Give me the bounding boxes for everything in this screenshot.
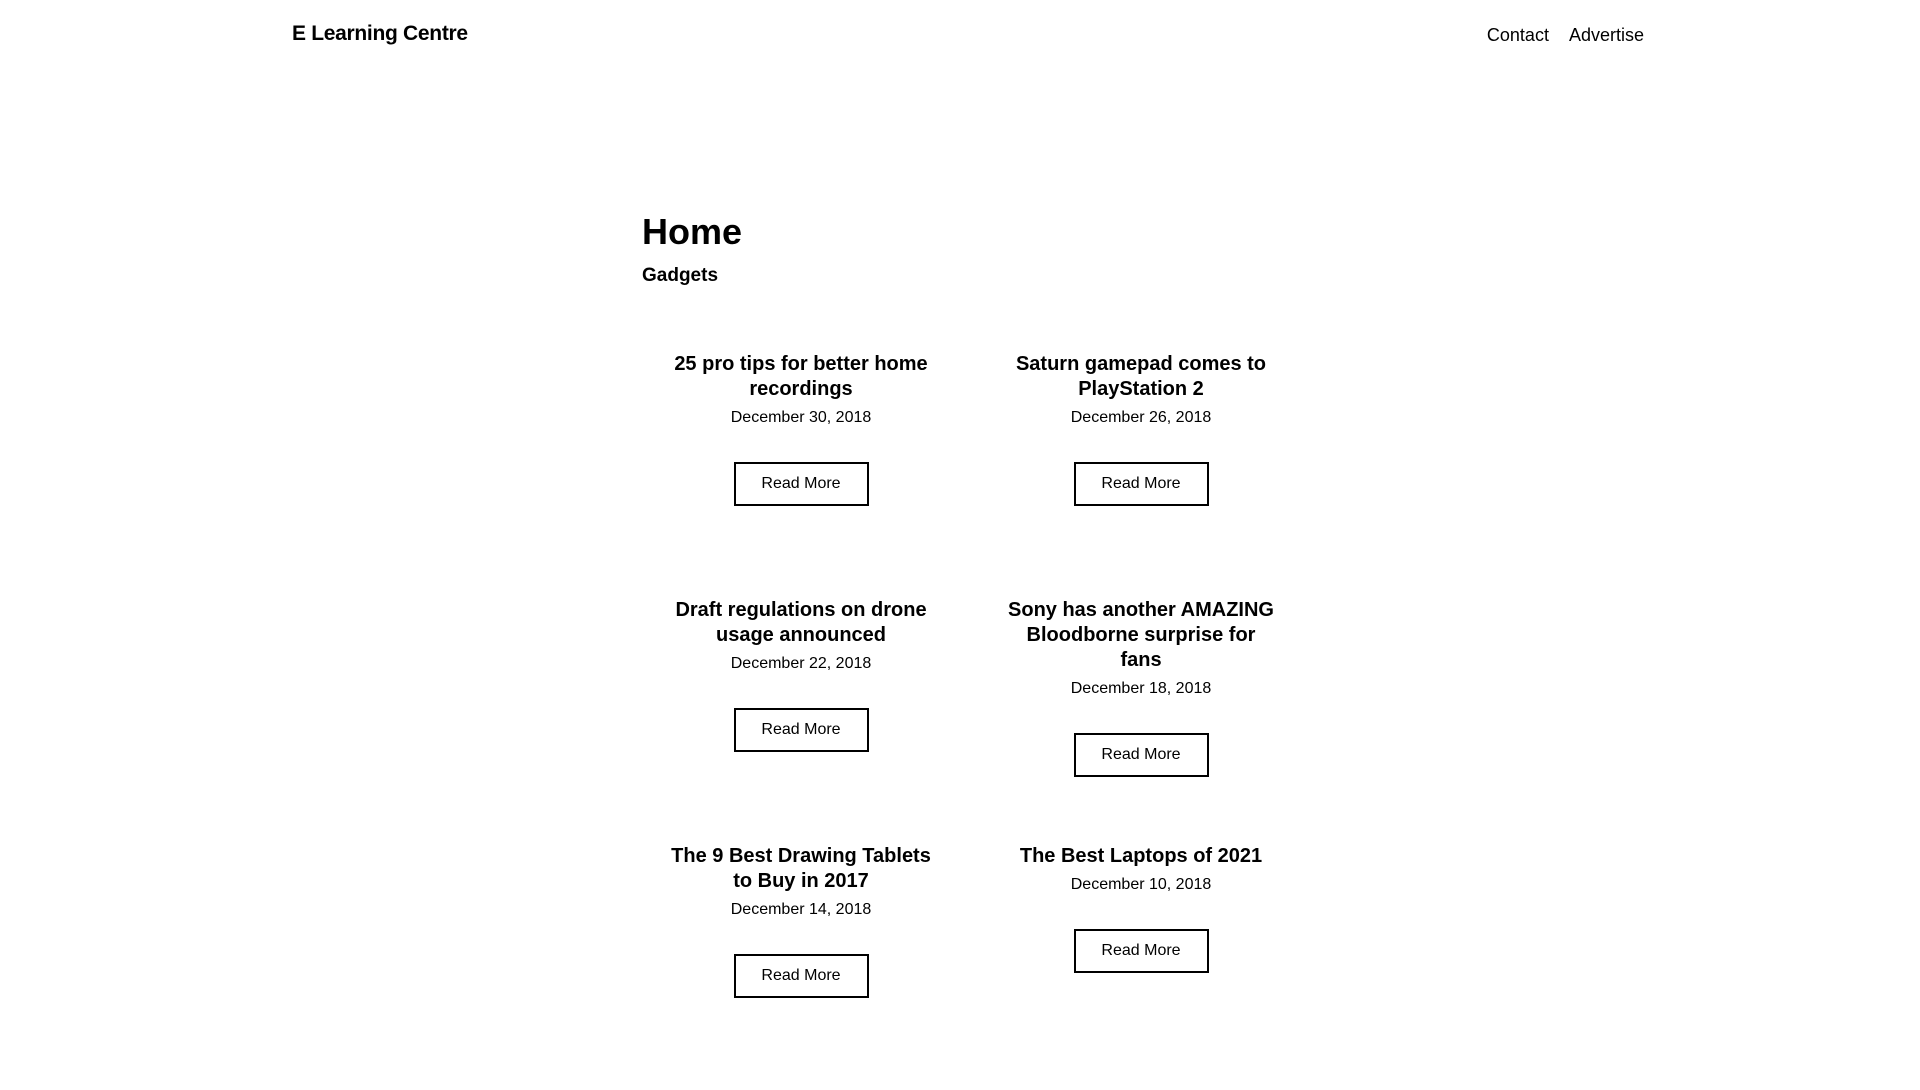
post-title[interactable]: 25 pro tips for better home recordings: [674, 353, 928, 400]
read-more-button[interactable]: Read More: [1074, 462, 1209, 506]
nav-contact-link[interactable]: Contact: [1486, 25, 1549, 45]
post-card: [656, 352, 946, 598]
post-card: [996, 352, 1286, 598]
top-nav: [1487, 25, 1644, 46]
read-more-button[interactable]: Read More: [1074, 929, 1209, 973]
post-grid: [656, 352, 1274, 1090]
post-title[interactable]: Draft regulations on drone usage announced: [675, 599, 927, 646]
post-card: [656, 598, 946, 844]
post-title[interactable]: The 9 Best Drawing Tablets to Buy in 2017: [671, 845, 931, 892]
section-title: Gadgets: [642, 265, 719, 286]
post-card: [656, 844, 946, 1090]
post-date: December 10, 2018: [1070, 876, 1212, 893]
main-content: [642, 210, 1322, 984]
post-title[interactable]: Sony has another AMAZING Bloodborne surprise for fans: [1008, 599, 1274, 671]
nav-advertise-link[interactable]: Advertise: [1568, 25, 1644, 45]
post-date: December 18, 2018: [1070, 680, 1212, 697]
site-title[interactable]: E Learning Centre: [292, 22, 468, 45]
post-date: December 22, 2018: [730, 655, 872, 672]
read-more-button[interactable]: Read More: [734, 462, 869, 506]
post-card: [996, 844, 1286, 1090]
post-title[interactable]: The Best Laptops of 2021: [1019, 845, 1263, 867]
read-more-button[interactable]: Read More: [734, 708, 869, 752]
post-card: [996, 598, 1286, 844]
post-title[interactable]: Saturn gamepad comes to PlayStation 2: [1015, 353, 1267, 400]
site-header: [0, 0, 1920, 70]
read-more-button[interactable]: Read More: [734, 954, 869, 998]
post-date: December 14, 2018: [730, 901, 872, 918]
post-date: December 26, 2018: [1070, 409, 1212, 426]
page-title: Home: [642, 211, 743, 252]
read-more-button[interactable]: Read More: [1074, 733, 1209, 777]
post-date: December 30, 2018: [730, 409, 872, 426]
